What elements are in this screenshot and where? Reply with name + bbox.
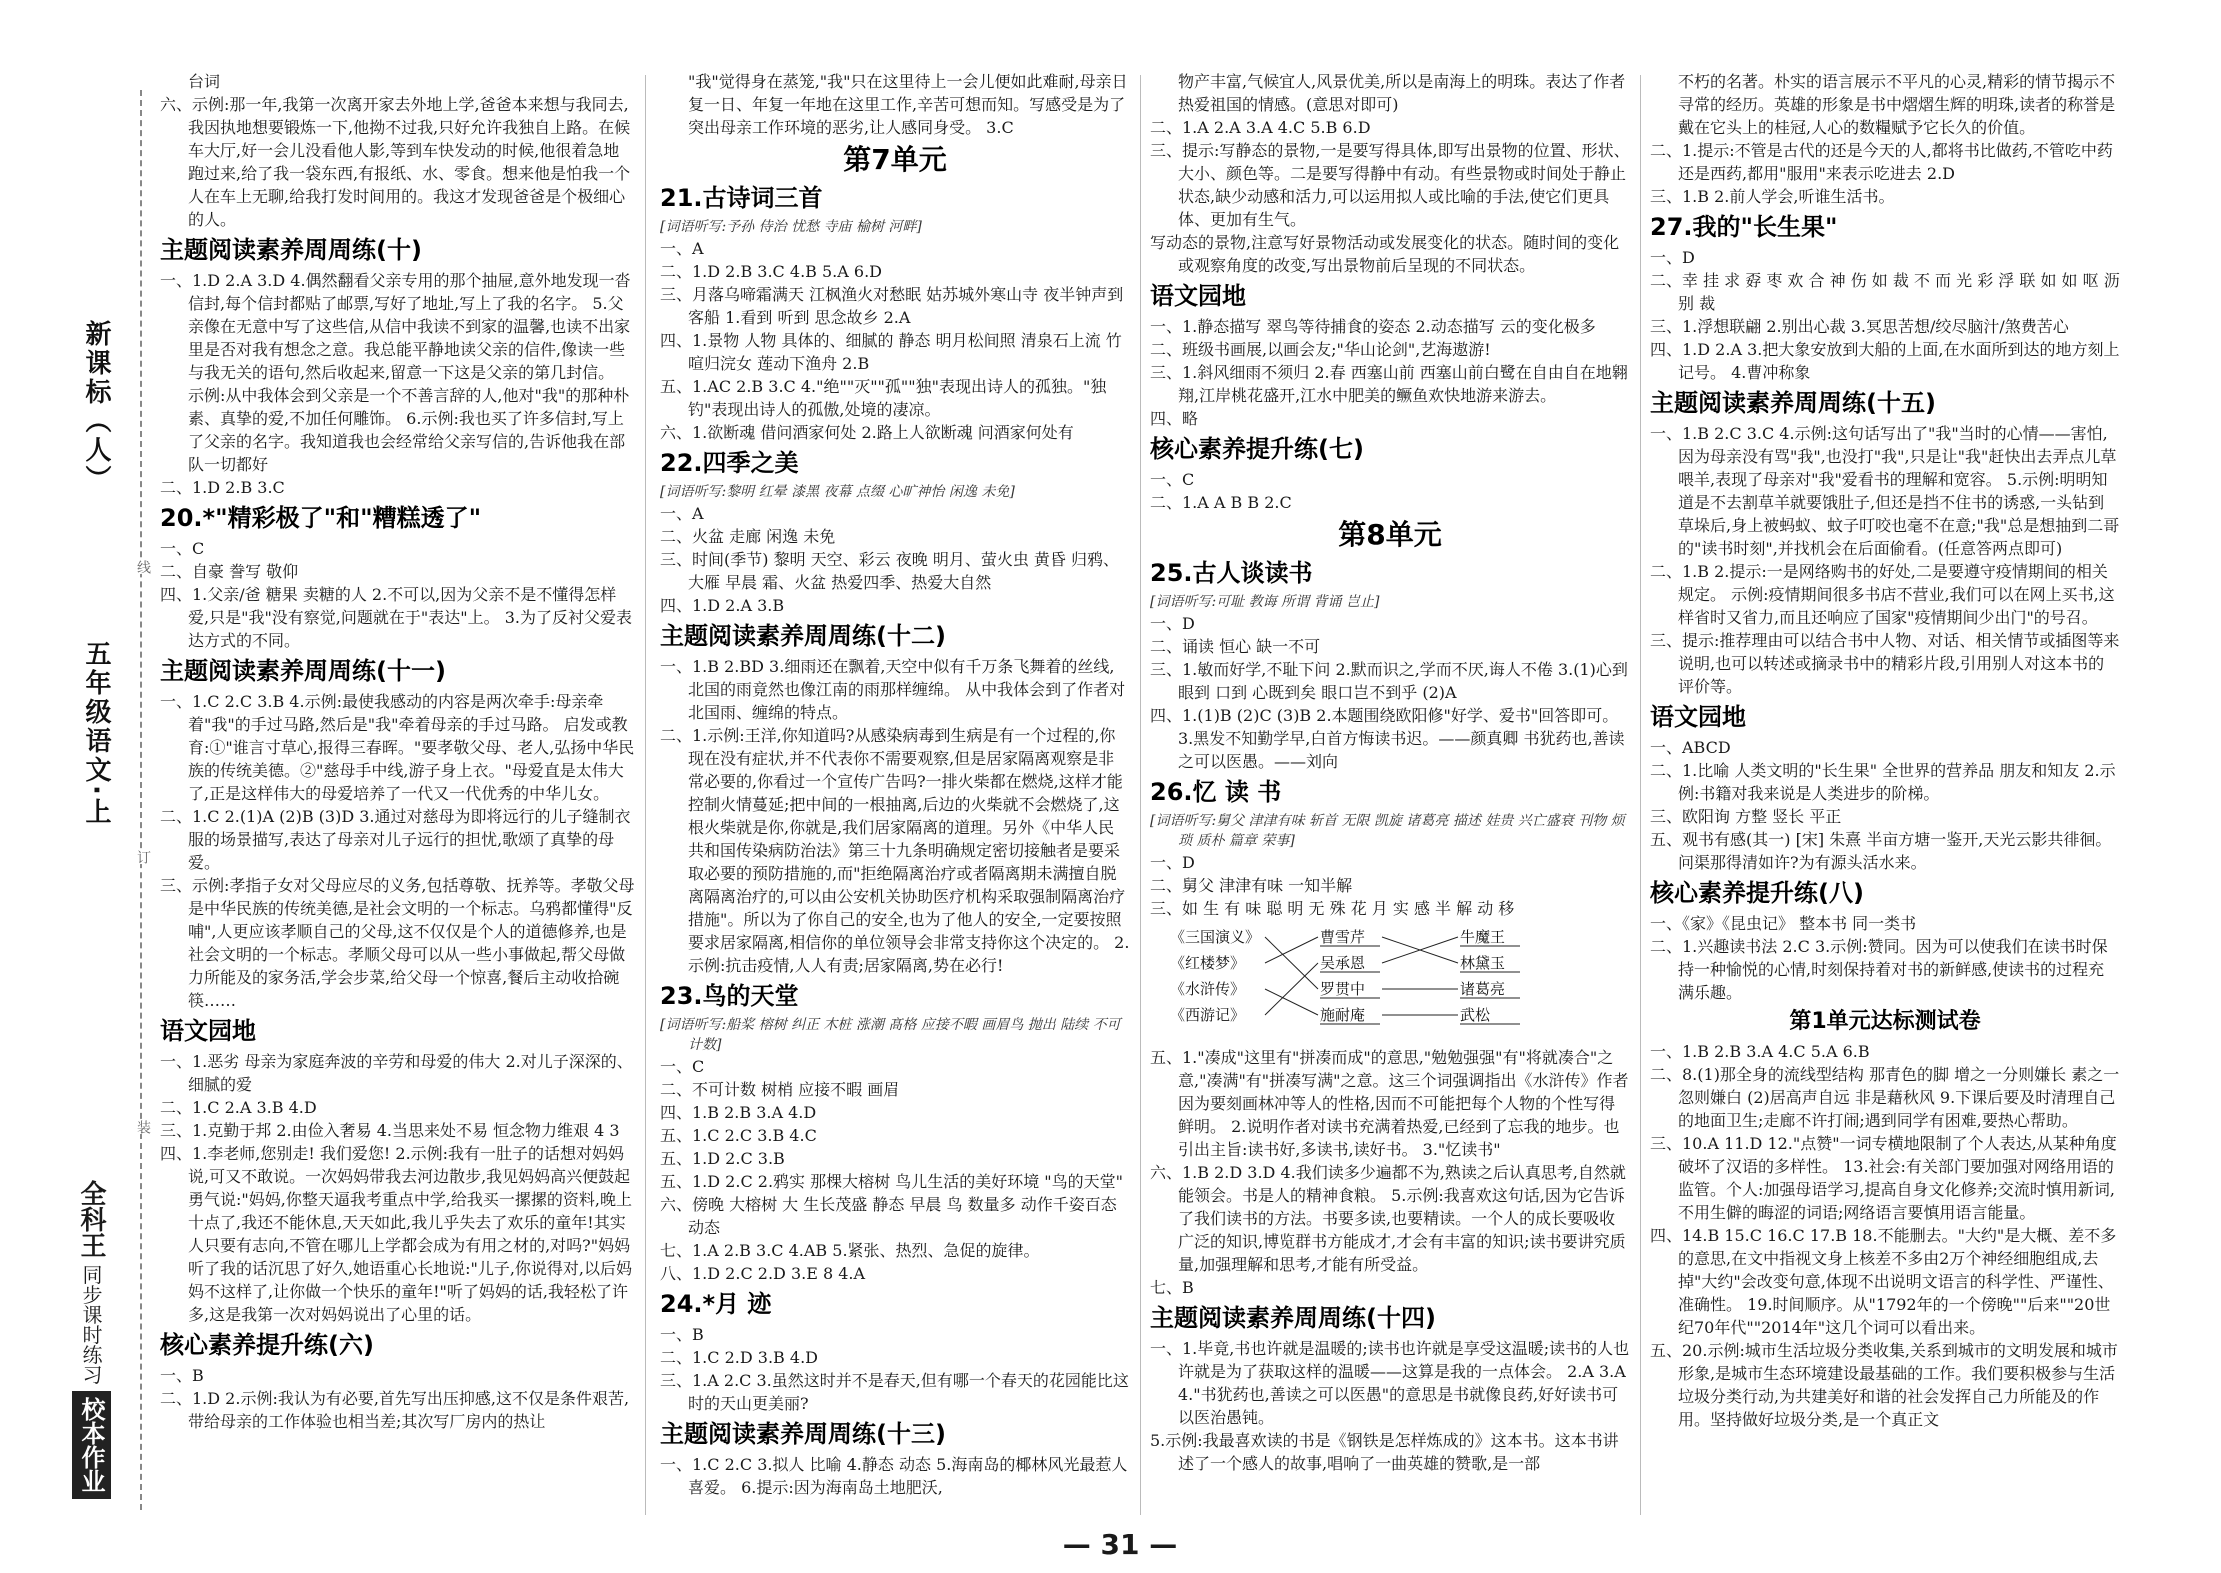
answer-line: 六、1.B 2.D 3.D 4.我们读多少遍都不为,熟读之后认真思考,自然就能领会。书是人的精神食粮。 5.示例:我喜欢这句话,因为它告诉了我们读书的方法。书要多读,也要精读。一个人的成长要吸收广泛的知识,博览群书方能成才,才会有丰富的知识;读书要讲究质量,加强理解和思考,才能有所受益。 [1150,1163,1626,1274]
match-item-middle: 施耐庵 [1320,1006,1366,1024]
section-heading: 23.鸟的天堂 [660,982,799,1010]
spine-subtitle: 同步课时练习 [79,1264,103,1385]
match-item-left: 《红楼梦》 [1170,954,1246,972]
section-heading: 语文园地 [160,1017,256,1045]
section-heading: 主题阅读素养周周练(十二) [660,622,946,650]
column-divider [1140,75,1141,1515]
vocab-line: [词语听写:船桨 榕树 纠正 木桩 涨潮 髙格 应接不暇 画眉鸟 抛出 陆续 不可计数] [660,1017,1121,1053]
answer-line: 二、自豪 誊写 敬仰 [160,562,299,581]
answer-column-3 [1150,70,1630,1530]
answer-line: 八、1.D 2.C 2.D 3.E 8 4.A [660,1264,866,1283]
answer-line: 二、1.提示:不管是古代的还是今天的人,都将书比做药,不管吃中药还是西药,都用"服用"来表示吃进去 2.D [1650,141,2113,183]
answer-line: 四、1.(1)B (2)C (3)B 2.本题围绕欧阳修"好学、爱书"回答即可。 3.黑发不知勤学早,白首方悔读书迟。——颜真卿 书犹药也,善读之可以医愚。——刘向 [1150,706,1625,771]
answer-column-1 [160,70,635,1530]
match-item-middle: 罗贯中 [1320,980,1366,998]
answer-line: 三、1.克勤于邦 2.由俭入奢易 4.当思来处不易 恒念物力维艰 4 3 [160,1121,620,1140]
match-item-right: 武松 [1460,1006,1491,1024]
answer-line: 二、1.C 2.D 3.B 4.D [660,1348,818,1367]
answer-line: 五、1.D 2.C 3.B [660,1149,785,1168]
match-connector [1265,937,1318,963]
answer-line: 四、1.景物 人物 具体的、细腻的 静态 明月松间照 清泉石上流 竹喧归浣女 莲动下渔舟 2.B [660,331,1122,373]
answer-line: 三、月落乌啼霜满天 江枫渔火对愁眠 姑苏城外寒山寺 夜半钟声到客船 1.看到 听到 思念故乡 2.A [660,285,1124,327]
answer-line: 二、诵读 恒心 缺一不可 [1150,637,1321,656]
answer-line: 三、1.敏而好学,不耻下问 2.默而识之,学而不厌,诲人不倦 3.(1)心到 眼到 口到 心既到矣 眼口岂不到乎 (2)A [1150,660,1628,702]
answer-line: 台词 [188,72,221,91]
cut-label-bind: 订 [135,850,151,864]
spine-edition: 新课标（人） [81,320,111,494]
answer-line: 六、1.欲断魂 借问酒家何处 2.路上人欲断魂 问酒家何处有 [660,423,1074,442]
answer-line: 一、《家》《昆虫记》 整本书 同一类书 [1650,914,1917,933]
match-item-right: 牛魔王 [1460,928,1506,946]
column-divider [1640,75,1641,1515]
answer-line: 七、B [1150,1278,1194,1297]
spine [60,80,130,1570]
answer-line: 一、A [660,504,704,523]
answer-line: 四、1.B 2.B 3.A 4.D [660,1103,817,1122]
answer-line: 五、1.C 2.C 3.B 4.C [660,1126,817,1145]
answer-line: 一、B [160,1366,204,1385]
answer-line: 一、D [1150,614,1195,633]
match-item-middle: 吴承恩 [1320,954,1366,972]
answer-line: 一、1.B 2.C 3.C 4.示例:这句话写出了"我"当时的心情——害怕,因为母亲没有骂"我",也没打"我",只是让"我"赶快出去弄点儿草喂羊,表现了母亲对"我"爱看书的理解和宽容。 5.示例:明明知道是不去割草羊就要饿肚子,但还是挡不住书的诱惑,一头钻到草垛后,身上被蚂蚁、蚊子叮咬也毫不在意;"我"总是想抽到二哥的"读书时刻",并找机会在后面偷看。(任意答两点即可) [1650,424,2120,558]
answer-line: 五、1.D 2.C 2.鸦实 那棵大榕树 鸟儿生活的美好环境 "鸟的天堂" [660,1172,1124,1191]
answer-line: 二、8.(1)那全身的流线型结构 那青色的脚 增之一分则嫌长 素之一忽则嫌白 (2)居高声自远 非是藉秋风 9.下课后要及时清理自己的地面卫生;走廊不许打闹;遇到同学有困难,要热心帮助。 [1650,1065,2120,1130]
answer-line: 二、1.A 2.A 3.A 4.C 5.B 6.D [1150,118,1371,137]
vocab-line: [词语听写:予孙 侍治 忧愁 寺庙 榆树 河畔] [660,219,922,235]
answer-line: 二、1.A A B B 2.C [1150,493,1292,512]
section-heading: 语文园地 [1150,282,1246,310]
answer-line: 三、欧阳询 方整 竖长 平正 [1650,807,1842,826]
match-item-left: 《西游记》 [1170,1006,1246,1024]
spine-box-label: 校本作业 [72,1391,111,1499]
section-heading: 主题阅读素养周周练(十一) [160,657,446,685]
answer-line: 一、A [660,239,704,258]
answer-line: 一、1.B 2.B 3.A 4.C 5.A 6.B [1650,1042,1870,1061]
answer-line: 二、幸 挂 求 孬 枣 欢 合 神 伤 如 裁 不 而 光 彩 浮 联 如 如 呕 沥 别 裁 [1650,271,2120,313]
answer-line: 不朽的名著。朴实的语言展示不平凡的心灵,精彩的情节揭示不寻常的经历。英雄的形象是书中熠熠生辉的明珠,读者的称誉是戴在它头上的桂冠,人心的数糧赋予它长久的价值。 [1678,72,2116,137]
unit-heading: 第7单元 [843,143,947,176]
unit-heading: 第8单元 [1338,518,1442,551]
answer-line: 一、1.C 2.C 3.拟人 比喻 4.静态 动态 5.海南岛的椰林风光最惹人喜爱。 6.提示:因为海南岛土地肥沃, [660,1455,1128,1497]
answer-line: 一、D [1650,248,1695,267]
answer-line: 二、火盆 走廊 闲逸 未免 [660,527,836,546]
answer-line: 四、1.父亲/爸 糖果 卖糖的人 2.不可以,因为父亲不是不懂得怎样爱,只是"我"没有察觉,问题就在于"表达"上。 3.为了反衬父爱表达方式的不同。 [160,585,632,650]
answer-line: 三、1.A 2.C 3.虽然这时并不是春天,但有哪一个春天的花园能比这时的天山更美丽? [660,1371,1129,1413]
answer-line: 5.示例:我最喜欢读的书是《钢铁是怎样炼成的》这本书。这本书讲述了一个感人的故事,唱响了一曲英雄的赞歌,是一部 [1150,1431,1619,1473]
section-heading: 核心素养提升练(六) [160,1331,374,1359]
answer-line: 二、1.D 2.示例:我认为有必要,首先写出压抑感,这不仅是条件艰苦,带给母亲的工作体验也相当差;其次写厂房内的热让 [160,1389,630,1431]
section-heading: 22.四季之美 [660,449,799,477]
answer-line: 二、1.C 2.A 3.B 4.D [160,1098,317,1117]
answer-line: 三、示例:孝指子女对父母应尽的义务,包括尊敬、抚养等。孝敬父母是中华民族的传统美德,是社会文明的一个标志。乌鸦都懂得"反哺",人更应该孝顺自己的父母,这不仅仅是个人的道德修养,也是社会文明的一个标志。孝顺父母可以从一些小事做起,帮父母做力所能及的家务活,学会步菜,给父母一个惊喜,餐后主动收拾碗筷…… [160,876,635,1010]
vocab-line: [词语听写:可耻 教诲 所谓 背诵 岂止] [1150,594,1380,610]
match-item-middle: 曹雪芹 [1320,928,1366,946]
section-heading: 主题阅读素养周周练(十) [160,236,422,264]
answer-line: 三、时间(季节) 黎明 天空、彩云 夜晚 明月、萤火虫 黄昏 归鸦、大雁 早晨 霜、火盆 热爱四季、热爱大自然 [660,550,1120,592]
spine-brand: 全科王 [76,1180,106,1258]
answer-line: 二、1.B 2.提示:一是网络购书的好处,二是要遵守疫情期间的相关规定。 示例:疫情期间很多书店不营业,我们可以在网上买书,这样省时又省力,而且还响应了国家"疫情期间少出门"的号召。 [1650,562,2115,627]
spine-title: 五年级语文·上 [81,640,111,827]
column-divider [645,75,646,1515]
answer-line: 一、1.静态描写 翠鸟等待捕食的姿态 2.动态描写 云的变化极多 [1150,317,1596,336]
match-item-right: 林黛玉 [1460,954,1506,972]
answer-line: 物产丰富,气候宜人,风景优美,所以是南海上的明珠。表达了作者热爱祖国的情感。(意思对即可) [1178,72,1626,114]
answer-line: 三、1.B 2.前人学会,听谁生活书。 [1650,187,1895,206]
answer-line: 四、略 [1150,409,1199,428]
answer-line: 六、傍晚 大榕树 大 生长茂盛 静态 早晨 鸟 数量多 动作千姿百态 动态 [660,1195,1117,1237]
answer-line: 三、10.A 11.D 12."点赞"一词专横地限制了个人表达,从某种角度破坏了汉语的多样性。 13.社会:有关部门要加强对网络用语的监管。个人:加强母语学习,提高自身文化修养;交流时慎用新词,不用生僻的晦涩的词语;网络语言要慎用语言能量。 [1650,1134,2117,1222]
match-connector [1265,937,1318,989]
match-item-left: 《三国演义》 [1170,928,1261,946]
match-item-right: 诸葛亮 [1460,980,1506,998]
section-heading: 核心素养提升练(八) [1650,879,1864,907]
vocab-line: [词语听写:黎明 红晕 漆黑 夜幕 点缀 心旷神怡 闲逸 未免] [660,484,1015,500]
answer-line: 三、1.浮想联翩 2.别出心裁 3.冥思苦想/绞尽脑汁/煞费苦心 [1650,317,2069,336]
answer-line: "我"觉得身在蒸笼,"我"只在这里待上一会儿便如此难耐,母亲日复一日、年复一年地在这里工作,辛苦可想而知。写感受是为了突出母亲工作环境的恶劣,让人感同身受。 3.C [688,72,1128,137]
answer-line: 三、提示:写静态的景物,一是要写得具体,即写出景物的位置、形状、大小、颜色等。二是要写得静中有动。有些景物或时间处于静止状态,缺少动感和活力,可以运用拟人或比喻的手法,使它们更具体、更加有生气。 [1150,141,1630,229]
answer-line: 二、不可计数 树梢 应接不暇 画眉 [660,1080,900,1099]
answer-line: 写动态的景物,注意写好景物活动或发展变化的状态。随时间的变化或观察角度的改变,写出景物前后呈现的不同状态。 [1150,233,1620,275]
page-number: — 31 — [1062,1528,1178,1561]
matching-diagram [1170,924,1590,1042]
answer-line: 一、ABCD [1650,738,1731,757]
match-item-left: 《水浒传》 [1170,980,1246,998]
answer-line: 一、C [160,539,205,558]
answer-line: 一、D [1150,853,1195,872]
answer-line: 一、1.D 2.A 3.D 4.偶然翻看父亲专用的那个抽屉,意外地发现一沓信封,每个信封都贴了邮票,写好了地址,写上了我的名字。 5.父亲像在无意中写了这些信,从信中我读不到家的温馨,也读不出家里是否对我有想念之意。我总能平静地读父亲的信件,像读一些与我无关的语句,然后收起来,留意一下这是父亲的第几封信。 示例:从中我体会到父亲是一个不善言辞的人,他对"我"的那种朴素、真挚的爱,不加任何雕饰。 6.示例:我也买了许多信封,写上了父亲的名字。我知道我也会经常给父亲写信的,告诉他我在部队一切都好 [160,271,631,474]
match-connector [1265,989,1318,1015]
answer-line: 一、C [1150,470,1195,489]
answer-line: 一、C [660,1057,705,1076]
answer-line: 二、1.兴趣读书法 2.C 3.示例:赞同。因为可以使我们在读书时保持一种愉悦的心情,时刻保持着对书的新鲜感,使读书的过程充满乐趣。 [1650,937,2108,1002]
answer-line: 三、如 生 有 味 聪 明 无 殊 花 月 实 感 半 解 动 移 [1150,899,1515,918]
answer-column-2 [660,70,1130,1530]
answer-line: 二、1.示例:王洋,你知道吗?从感染病毒到生病是有一个过程的,你现在没有症状,并不代表你不需要观察,但是居家隔离观察是非常必要的,你看过一个宣传广告吗?一排火柴都在燃烧,这样才能控制火情蔓延;把中间的一根抽离,后边的火柴就不会燃烧了,这根火柴就是你,你就是,我们居家隔离的道理。另外《中华人民共和国传染病防治法》第三十九条明确规定密切接触者是要采取必要的预防措施的,而"拒绝隔离治疗或者隔离期未满擅自脱离隔离治疗的,可以由公安机关协助医疗机构采取强制隔离治疗措施"。所以为了你自己的安全,也为了他人的安全,一定要按照要求居家隔离,相信你的单位领导会非常支持你这个决定的。 2.示例:抗击疫情,人人有责;居家隔离,势在必行! [660,726,1130,975]
answer-line: 四、1.李老师,您别走! 我们爱您! 2.示例:我有一肚子的话想对妈妈说,可又不敢说。一次妈妈带我去河边散步,我见妈妈高兴便鼓起勇气说:"妈妈,你整天逼我考重点中学,给我买一摞摞的资料,晚上十点了,我还不能休息,天天如此,我儿乎失去了欢乐的童年!其实人只要有志向,不管在哪儿上学都会成为有用之材的,对吗?"妈妈听了我的话沉思了好久,她语重心长地说:"儿子,你说得对,以后妈妈不这样了,让你做一个快乐的童年!"听了妈妈的话,我轻松了许多,这是我第一次对妈妈说出了心里的话。 [160,1144,633,1324]
answer-line: 三、1.斜风细雨不须归 2.春 西塞山前 西塞山前白鹭在自由自在地翱翔,江岸桃花盛开,江水中肥美的鳜鱼欢快地游来游去。 [1150,363,1628,405]
answer-line: 四、1.D 2.A 3.B [660,596,785,615]
answer-line: 二、1.C 2.(1)A (2)B (3)D 3.通过对慈母为即将远行的儿子缝制衣服的场景描写,表达了母亲对儿子远行的担忧,歌颂了真挚的母爱。 [160,807,631,872]
answer-line: 二、1.比喻 人类文明的"长生果" 全世界的营养品 朋友和知友 2.示例:书籍对我来说是人类进步的阶梯。 [1650,761,2116,803]
answer-line: 二、舅父 津津有味 一知半解 [1150,876,1353,895]
answer-line: 四、1.D 2.A 3.把大象安放到大船的上面,在水面所到达的地方刻上记号。 4.曹冲称象 [1650,340,2120,382]
section-heading: 26.忆 读 书 [1150,778,1282,806]
section-heading: 20.*"精彩极了"和"糟糕透了" [160,504,482,532]
section-heading: 21.古诗词三首 [660,184,823,212]
answer-line: 二、1.D 2.B 3.C [160,478,285,497]
spine-brand-block [72,1180,111,1499]
section-heading: 主题阅读素养周周练(十三) [660,1420,946,1448]
answer-line: 一、1.毕竟,书也许就是温暖的;读书也许就是享受这温暖;读书的人也许就是为了获取这样的温暖——这算是我的一点体会。 2.A 3.A 4."书犹药也,善读之可以医愚"的意思是书就像良药,好好读书可以医治愚钝。 [1150,1339,1630,1427]
answer-line: 四、14.B 15.C 16.C 17.B 18.不能删去。"大约"是大概、差不多的意思,在文中指视文身上核差不多由2万个神经细胞组成,去掉"大约"会改变句意,体现不出说明文语言的科学性、严谨性、准确性。 19.时间顺序。从"1792年的一个傍晚""后来""20世纪70年代""2014年"这几个词可以看出来。 [1650,1226,2117,1337]
section-heading: 核心素养提升练(七) [1150,435,1364,463]
test-heading: 第1单元达标测试卷 [1789,1009,1981,1034]
answer-line: 二、1.D 2.B 3.C 4.B 5.A 6.D [660,262,882,281]
answer-line: 五、1."凑成"这里有"拼凑而成"的意思,"勉勉强强"有"将就凑合"之意,"凑满"有"拼凑写满"之意。这三个词强调指出《水浒传》作者因为要刻画林冲等人的性格,因而不可能把每个人物的个性写得鲜明。 2.说明作者对读书充满着热爱,已经到了忘我的地步。也引出主旨:读书好,多读书,读好书。 3."忆读书" [1150,1048,1629,1159]
cut-label-line: 线 [135,560,151,574]
match-connector [1265,963,1318,1015]
answer-line: 二、班级书画展,以画会友;"华山论剑",艺海遨游! [1150,340,1491,359]
section-heading: 24.*月 迹 [660,1290,772,1318]
cut-line [140,90,142,1510]
answer-column-4 [1650,70,2120,1530]
answer-line: 六、示例:那一年,我第一次离开家去外地上学,爸爸本来想与我同去,我因执地想要锻炼一下,他拗不过我,只好允许我独自上路。在候车大厅,好一会儿没看他人影,等到车快发动的时候,他很着急地跑过来,给了我一袋东西,有报纸、水、零食。想来他是怕我一个人在车上无聊,给我打发时间用的。我这才发现爸爸是个极细心的人。 [160,95,631,229]
answer-line: 一、1.恶劣 母亲为家庭奔波的辛劳和母爱的伟大 2.对儿子深深的、细腻的爱 [160,1052,633,1094]
section-heading: 27.我的"长生果" [1650,213,1838,241]
answer-line: 三、提示:推荐理由可以结合书中人物、对话、相关情节或插图等来说明,也可以转述或摘录书中的精彩片段,引用别人对这本书的评价等。 [1650,631,2120,696]
answer-line: 五、1.AC 2.B 3.C 4."绝""灭""孤""独"表现出诗人的孤独。"独钓"表现出诗人的孤傲,处境的凄凉。 [660,377,1107,419]
answer-line: 五、观书有感(其一) [宋] 朱熹 半亩方塘一鉴开,天光云影共徘徊。问渠那得清如许?为有源头活水来。 [1650,830,2112,872]
section-heading: 主题阅读素养周周练(十四) [1150,1304,1436,1332]
section-heading: 语文园地 [1650,703,1746,731]
vocab-line: [词语听写:舅父 津津有味 斩首 无限 凯旋 诸葛亮 描述 娃贵 兴亡盛衰 刊物 烦琐 质朴 篇章 荣事] [1150,813,1625,849]
answer-line: 一、B [660,1325,704,1344]
answer-line: 一、1.C 2.C 3.B 4.示例:最使我感动的内容是两次牵手:母亲牵着"我"的手过马路,然后是"我"牵着母亲的手过马路。 启发或教育:①"谁言寸草心,报得三春晖。"要孝敬父母、老人,弘扬中华民族的传统美德。②"慈母手中线,游子身上衣。"母爱直是太伟大了,正是这样伟大的母爱培养了一代又一代优秀的中华儿女。 [160,692,635,803]
section-heading: 主题阅读素养周周练(十五) [1650,389,1936,417]
answer-line: 一、1.B 2.BD 3.细雨还在飘着,天空中似有千万条飞舞着的丝线,北国的雨竟然也像江南的雨那样缠绵。 从中我体会到了作者对北国雨、缠绵的特点。 [660,657,1126,722]
cut-label-pack: 装 [135,1120,151,1134]
answer-line: 七、1.A 2.B 3.C 4.AB 5.紧张、热烈、急促的旋律。 [660,1241,1040,1260]
answer-line: 五、20.示例:城市生活垃圾分类收集,关系到城市的文明发展和城市形象,是城市生态环境建设最基础的工作。我们要积极参与生活垃圾分类行动,为共建美好和谐的社会发挥自己力所能及的作用。坚持做好垃圾分类,是一个真正文 [1650,1341,2118,1429]
section-heading: 25.古人谈读书 [1150,559,1313,587]
